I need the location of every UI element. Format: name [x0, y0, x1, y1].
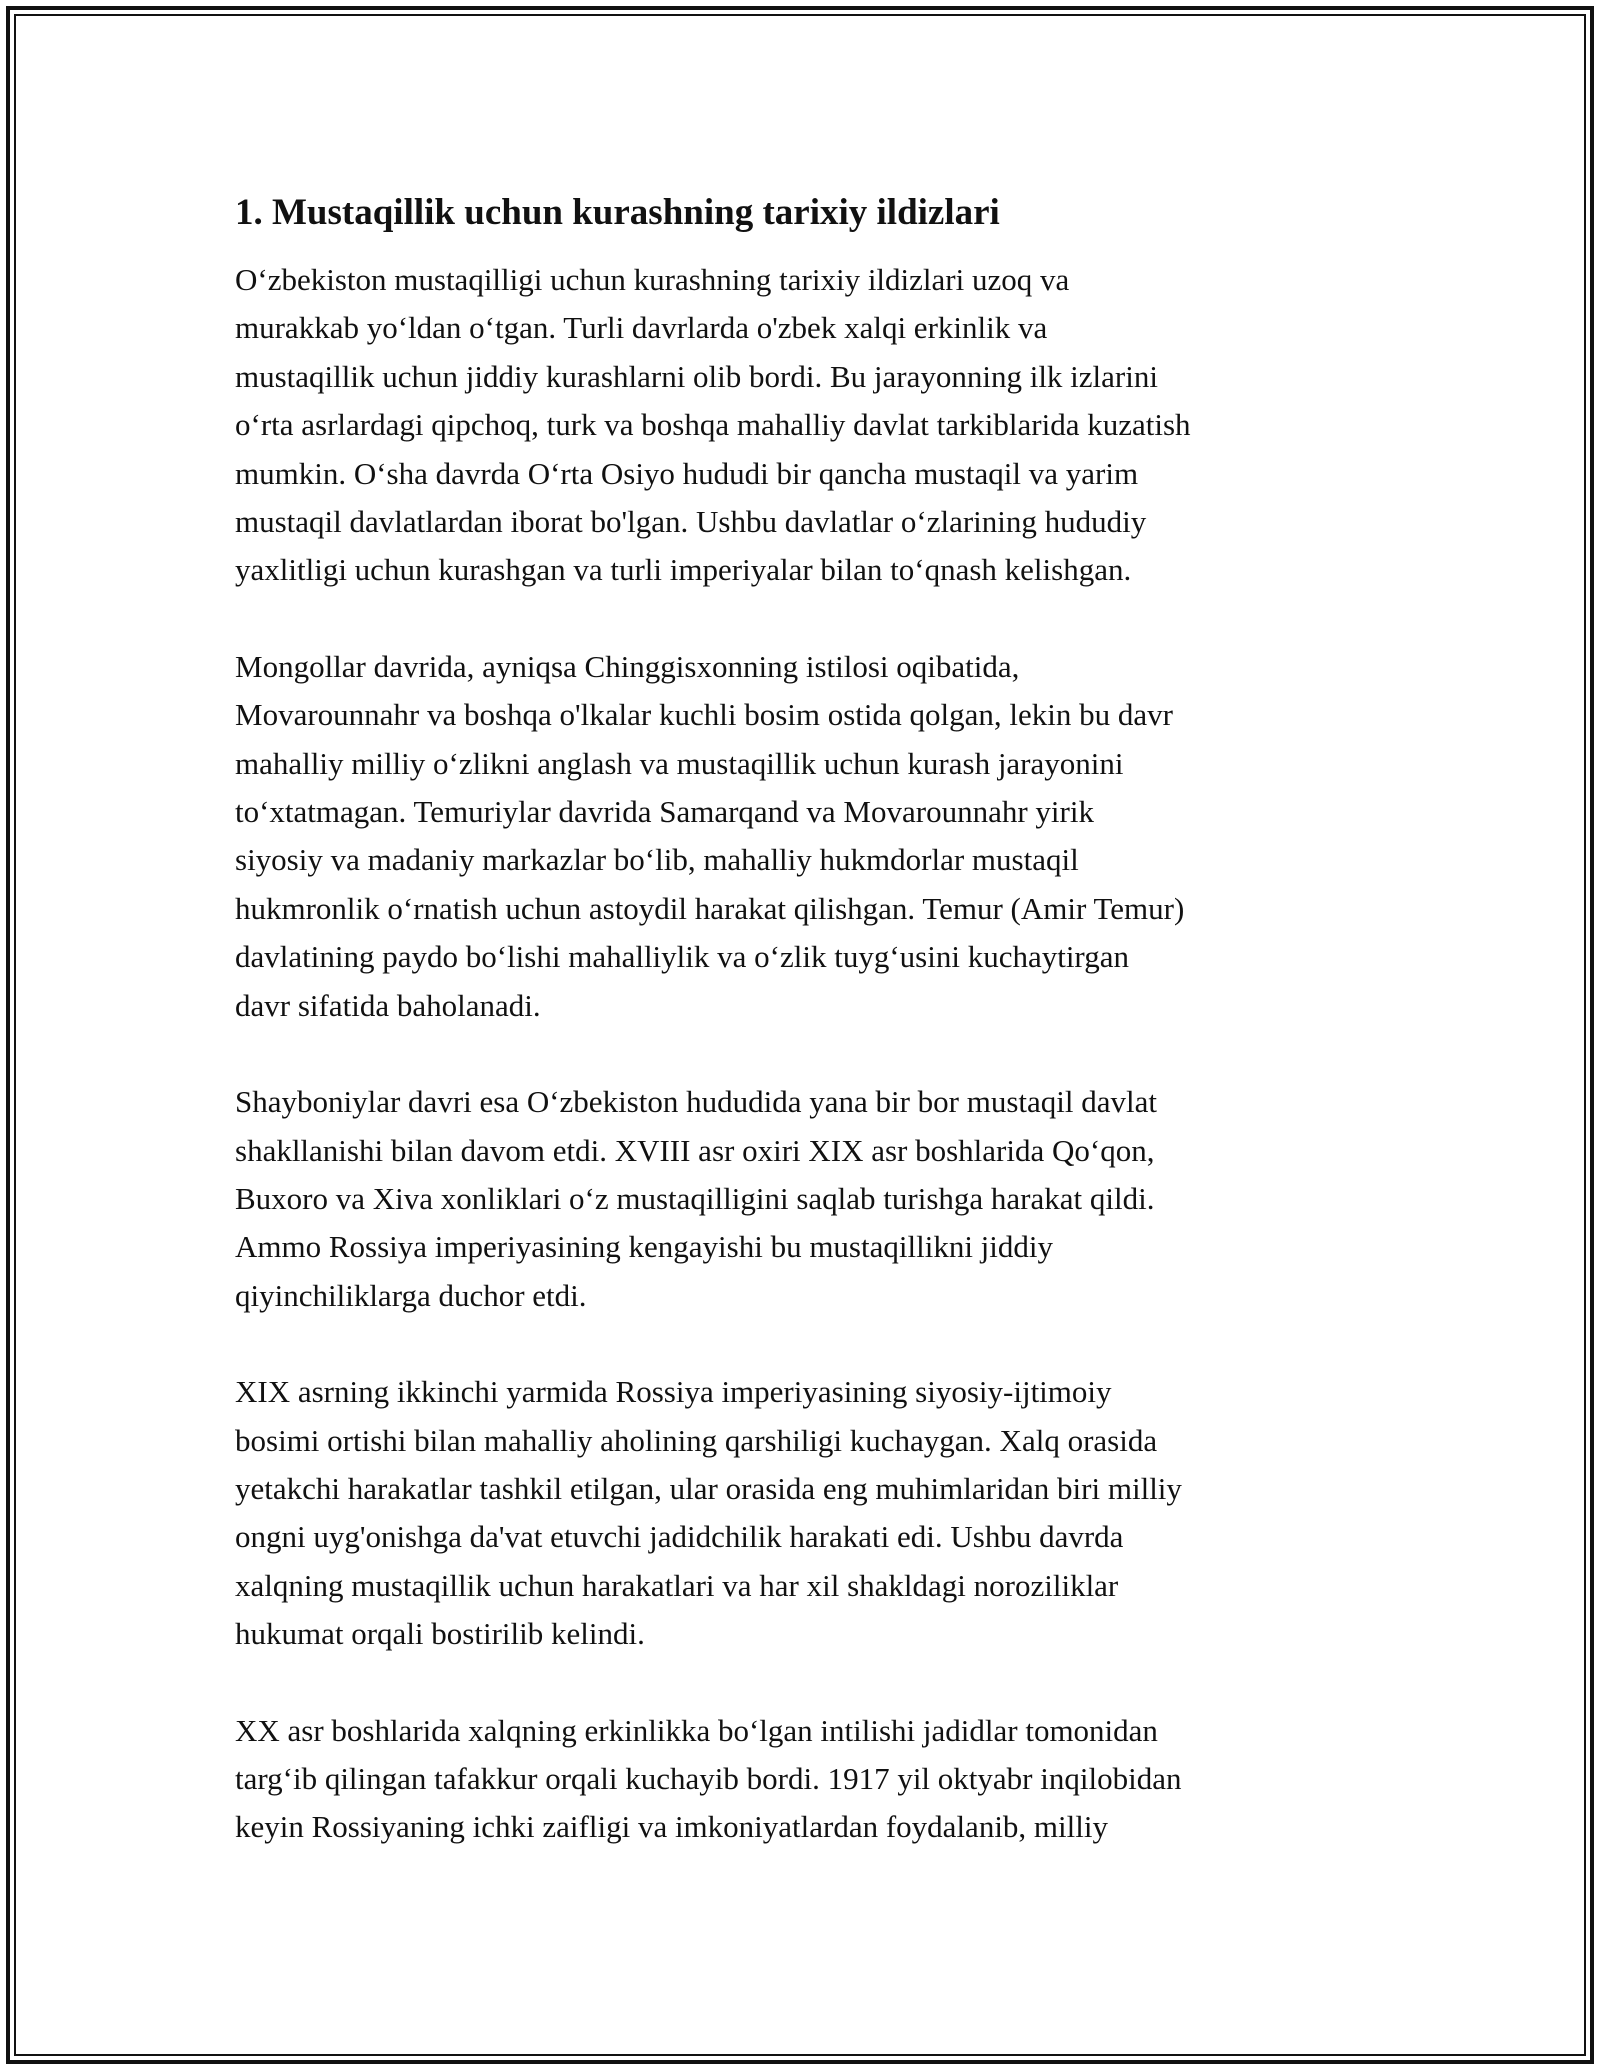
text-line: yaxlitligi uchun kurashgan va turli imperiyalar bilan to‘qnash kelishgan.: [235, 552, 1132, 588]
text-line: davr sifatida baholanadi.: [235, 987, 541, 1023]
text-line: Shayboniylar davri esa O‘zbekiston hududida yana bir bor mustaqil davlat: [235, 1084, 1158, 1120]
section-heading: 1. Mustaqillik uchun kurashning tarixiy ildizlari: [235, 192, 1000, 233]
text-line: siyosiy va madaniy markazlar bo‘lib, mahalliy hukmdorlar mustaqil: [235, 842, 1079, 878]
text-line: mustaqillik uchun jiddiy kurashlarni olib bordi. Bu jarayonning ilk izlarini: [235, 358, 1158, 394]
text-line: to‘xtatmagan. Temuriylar davrida Samarqand va Movarounnahr yirik: [235, 794, 1094, 830]
text-line: mahalliy milliy o‘zlikni anglash va mustaqillik uchun kurash jarayonini: [235, 745, 1124, 781]
paragraph: [235, 1368, 1375, 1658]
text-line: Mongollar davrida, ayniqsa Chinggisxonning istilosi oqibatida,: [235, 648, 1020, 684]
text-line: yetakchi harakatlar tashkil etilgan, ular orasida eng muhimlaridan biri milliy: [235, 1470, 1182, 1506]
text-line: targ‘ib qilingan tafakkur orqali kuchayib bordi. 1917 yil oktyabr inqilobidan: [235, 1760, 1182, 1796]
text-line: o‘rta asrlardagi qipchoq, turk va boshqa mahalliy davlat tarkiblarida kuzatish: [235, 407, 1191, 443]
paragraph: [235, 1078, 1375, 1320]
text-line: qiyinchiliklarga duchor etdi.: [235, 1277, 587, 1313]
text-line: mumkin. O‘sha davrda O‘rta Osiyo hududi bir qancha mustaqil va yarim: [235, 455, 1139, 491]
text-line: mustaqil davlatlardan iborat bo'lgan. Ushbu davlatlar o‘zlarining hududiy: [235, 504, 1147, 540]
text-line: murakkab yo‘ldan o‘tgan. Turli davrlarda o'zbek xalqi erkinlik va: [235, 310, 1048, 346]
text-line: Movarounnahr va boshqa o'lkalar kuchli bosim ostida qolgan, lekin bu davr: [235, 697, 1173, 733]
text-line: hukumat orqali bostirilib kelindi.: [235, 1616, 645, 1652]
text-line: XIX asrning ikkinchi yarmida Rossiya imperiyasining siyosiy-ijtimoiy: [235, 1374, 1112, 1410]
document-content: [235, 188, 1375, 1900]
paragraph: [235, 643, 1375, 1030]
text-line: shakllanishi bilan davom etdi. XVIII asr oxiri XIX asr boshlarida Qo‘qon,: [235, 1132, 1155, 1168]
text-line: keyin Rossiyaning ichki zaifligi va imkoniyatlardan foydalanib, milliy: [235, 1809, 1108, 1845]
text-line: davlatining paydo bo‘lishi mahalliylik va o‘zlik tuyg‘usini kuchaytirgan: [235, 939, 1129, 975]
paragraph: [235, 1707, 1375, 1852]
text-line: Ammo Rossiya imperiyasining kengayishi bu mustaqillikni jiddiy: [235, 1229, 1054, 1265]
text-line: hukmronlik o‘rnatish uchun astoydil harakat qilishgan. Temur (Amir Temur): [235, 890, 1185, 926]
text-line: ongni uyg'onishga da'vat etuvchi jadidchilik harakati edi. Ushbu davrda: [235, 1519, 1124, 1555]
text-line: O‘zbekiston mustaqilligi uchun kurashning tarixiy ildizlari uzoq va: [235, 262, 1070, 297]
text-line: Buxoro va Xiva xonliklari o‘z mustaqilligini saqlab turishga harakat qildi.: [235, 1180, 1155, 1216]
text-line: XX asr boshlarida xalqning erkinlikka bo‘lgan intilishi jadidlar tomonidan: [235, 1712, 1158, 1748]
text-line: bosimi ortishi bilan mahalliy aholining qarshiligi kuchaygan. Xalq orasida: [235, 1422, 1158, 1458]
paragraph: [235, 256, 1375, 595]
text-line: xalqning mustaqillik uchun harakatlari va har xil shakldagi noroziliklar: [235, 1567, 1119, 1603]
